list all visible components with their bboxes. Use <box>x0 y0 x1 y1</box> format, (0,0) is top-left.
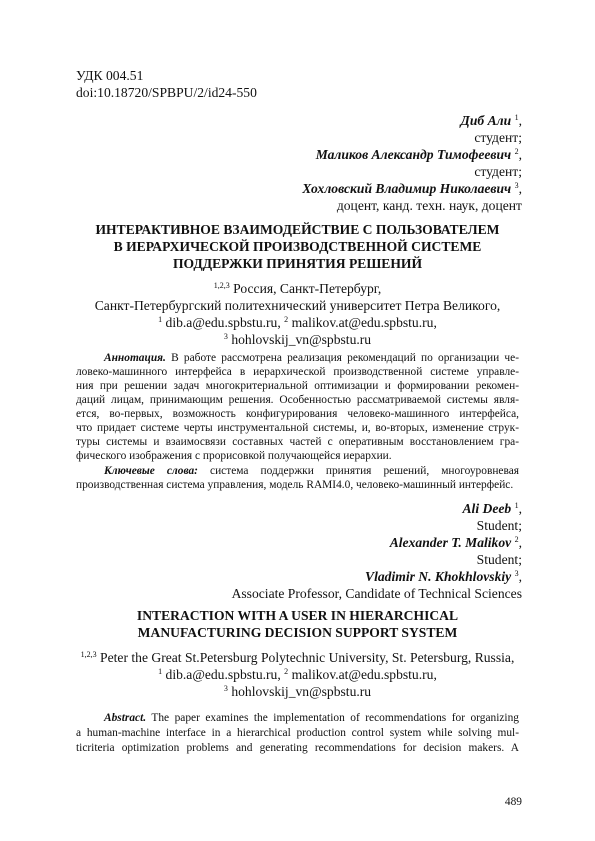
author-ru-1: Диб Али $^1$, <box>460 113 522 128</box>
author-en-3-role: Associate Professor, Candidate of Technical Sciences <box>231 586 522 601</box>
author-ru-2: Маликов Александр Тимофеевич $^2$, <box>315 147 522 162</box>
affiliation-ru-emails: $^1$ dib.a@edu.spbstu.ru, $^2$ malikov.at@edu.spbstu.ru, <box>158 315 437 330</box>
udc-code: УДК 004.51 <box>76 68 144 83</box>
author-ru-2-role: студент; <box>474 164 522 179</box>
author-en-1: Ali Deeb $^1$, <box>462 501 522 516</box>
affiliation-en-email-3: $^3$ hohlovskij_vn@spbstu.ru <box>223 684 372 699</box>
affiliation-en-location: $^{1,2,3}$ Peter the Great St.Petersburg Polytechnic University, St. Petersburg, Russia, <box>80 650 515 665</box>
affiliation-en-emails: $^1$ dib.a@edu.spbstu.ru, $^2$ malikov.at@edu.spbstu.ru, <box>158 667 437 682</box>
author-ru-3: Хохловский Владимир Николаевич $^3$, <box>302 181 522 196</box>
author-en-2: Alexander T. Malikov $^2$, <box>389 535 522 550</box>
keywords-ru-line-1: Ключевые слова: система поддержки принятия решений, многоуровневая <box>104 465 519 477</box>
title-ru-line-3: ПОДДЕРЖКИ ПРИНЯТИЯ РЕШЕНИЙ <box>172 256 423 271</box>
title-ru-line-2: В ИЕРАРХИЧЕСКОЙ ПРОИЗВОДСТВЕННОЙ СИСТЕМЕ <box>113 239 482 254</box>
abstract-en-line-2: a human-machine interface in a hierarchical production control system while solving mul- <box>76 727 519 739</box>
keywords-ru-line-2: производственная система управления, модель RAMI4.0, человеко-машинный интерфейс. <box>76 479 514 491</box>
abstract-ru-line-1: Аннотация. В работе рассмотрена реализация рекомендаций по организации че- <box>104 352 519 364</box>
abstract-ru-line-7: туры системы и взаимосвязи составных частей с оперативным восстановлением гра- <box>76 436 519 448</box>
affiliation-ru-location: $^{1,2,3}$ Россия, Санкт-Петербург, <box>213 281 382 296</box>
title-en-line-2: MANUFACTURING DECISION SUPPORT SYSTEM <box>137 625 458 640</box>
affiliation-ru-university: Санкт-Петербургский политехнический университет Петра Великого, <box>94 298 501 313</box>
author-en-1-role: Student; <box>476 518 522 533</box>
abstract-ru-line-5: ется, во-первых, возможность конфигурирования человеко-машинного интерфейса, <box>76 408 519 420</box>
abstract-ru-line-8: фического изображения с прорисовкой получающейся иерархии. <box>76 450 392 462</box>
doi: doi:10.18720/SPBPU/2/id24-550 <box>76 85 257 100</box>
affiliation-ru-email-3: $^3$ hohlovskij_vn@spbstu.ru <box>223 332 372 347</box>
author-ru-1-role: студент; <box>474 130 522 145</box>
author-en-2-role: Student; <box>476 552 522 567</box>
abstract-ru-line-6: что придает системе черты инструментальной системы, и, во-вторых, изменение струк- <box>76 422 519 434</box>
title-ru-line-1: ИНТЕРАКТИВНОЕ ВЗАИМОДЕЙСТВИЕ С ПОЛЬЗОВАТЕЛЕМ <box>95 222 500 237</box>
abstract-en-line-3: ticriteria optimization problems and generating recommendations for decision makers. A <box>76 742 519 754</box>
author-en-3: Vladimir N. Khokhlovskiy $^3$, <box>365 569 522 584</box>
abstract-ru-line-4: даций лицам, принимающим решения. Особенностью рассматриваемой системы явля- <box>76 394 519 406</box>
abstract-ru-line-3: ния при решении задач многокритериальной оптимизации и формировании рекомен- <box>76 380 519 392</box>
title-en-line-1: INTERACTION WITH A USER IN HIERARCHICAL <box>136 608 459 623</box>
author-ru-3-role: доцент, канд. техн. наук, доцент <box>336 198 522 213</box>
abstract-en-line-1: Abstract. The paper examines the implementation of recommendations for organizing <box>104 712 519 724</box>
abstract-ru-line-2: ловеко-машинного интерфейса в иерархической производственной системе управле- <box>76 366 519 378</box>
page-number: 489 <box>504 796 522 808</box>
